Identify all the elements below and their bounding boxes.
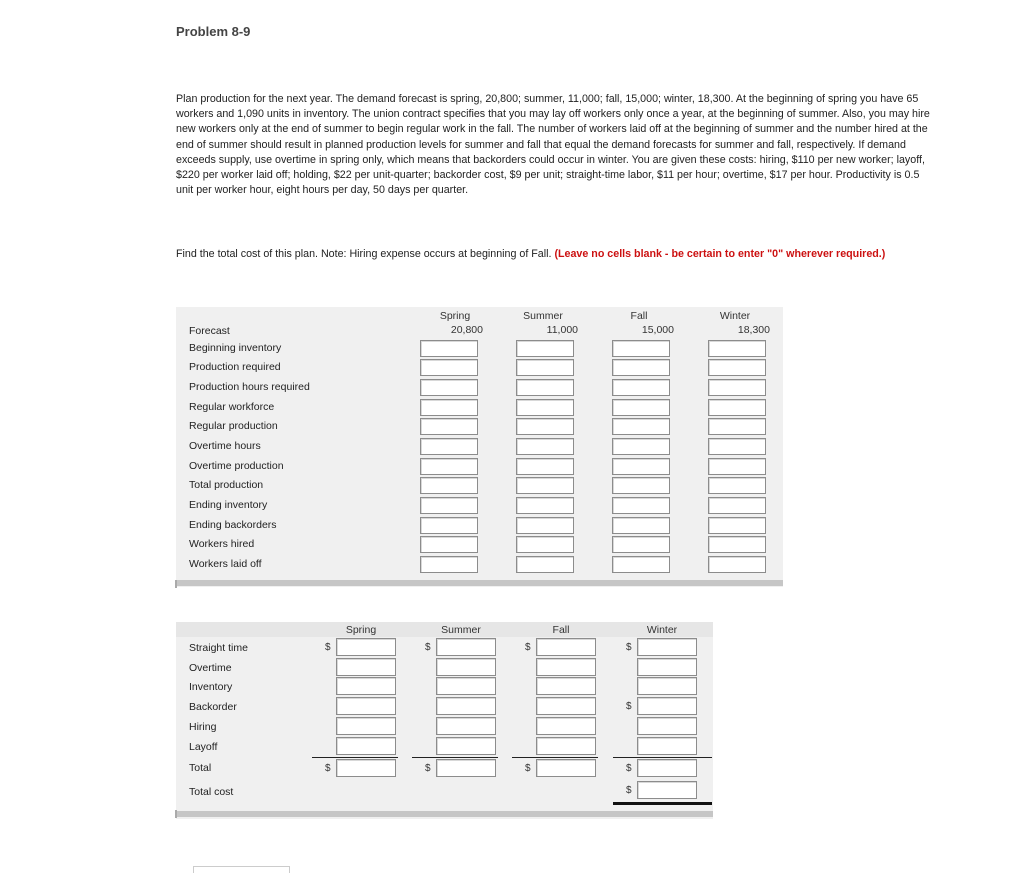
- cost-backorder-winter-input[interactable]: [637, 697, 697, 715]
- total-cost-input[interactable]: [637, 781, 697, 799]
- instructions: [176, 247, 896, 262]
- regular-production-winter-input[interactable]: [708, 418, 766, 435]
- subtotal-rule: [512, 757, 598, 758]
- workers-hired-winter-input[interactable]: [708, 536, 766, 553]
- regular-production-summer-input[interactable]: [516, 418, 574, 435]
- overtime-hours-summer-input[interactable]: [516, 438, 574, 455]
- beginning-inventory-summer-input[interactable]: [516, 340, 574, 357]
- production-required-winter-input[interactable]: [708, 359, 766, 376]
- instructions-warning: (Leave no cells blank - be certain to enter "0" wherever required.): [554, 248, 886, 260]
- cost-row-label-overtime: Overtime: [189, 662, 232, 674]
- forecast-fall: 15,000: [641, 324, 674, 336]
- regular-workforce-spring-input[interactable]: [420, 399, 478, 416]
- cost-straight-time-winter-input[interactable]: [637, 638, 697, 656]
- row-label-production-hours-required: Production hours required: [189, 381, 310, 393]
- problem-statement: Plan production for the next year. The demand forecast is spring, 20,800; summer, 11,000; fall, 15,000; winter, 18,300. At the beginning of spring you have 65 workers and 1,090 units in inventory. The union contract specifies that you may lay off workers only once a year, at the beginning of summer. Also, you may hire new workers only at the end of summer to begin regular work in the fall. The number of workers laid off at the beginning of summer and the number hired at the end of summer should result in planned production levels for summer and fall that equal the demand forecasts for summer and fall, respectively. If demand exceeds supply, use overtime in spring only, which means that backorders could occur in winter. You are given these costs: hiring, $110 per new worker; layoff, $220 per worker laid off; holding, $22 per unit-quarter; backorder cost, $9 per unit; straight-time labor, $11 per hour; overtime, $17 per hour. Productivity is 0.5 unit per worker hour, eight hours per day, 50 days per quarter.: [176, 93, 930, 197]
- overtime-hours-spring-input[interactable]: [420, 438, 478, 455]
- row-label-ending-inventory: Ending inventory: [189, 499, 268, 511]
- col-header-fall: Fall: [630, 310, 648, 322]
- total-production-summer-input[interactable]: [516, 477, 574, 494]
- ending-inventory-spring-input[interactable]: [420, 497, 478, 514]
- cost-straight-time-spring-input[interactable]: [336, 638, 396, 656]
- subtotal-rule: [312, 757, 398, 758]
- forecast-summer: 11,000: [546, 324, 578, 336]
- cost-hiring-fall-input[interactable]: [536, 717, 596, 735]
- production-hours-required-fall-input[interactable]: [612, 379, 670, 396]
- currency-symbol: $: [325, 642, 331, 653]
- cost-overtime-spring-input[interactable]: [336, 658, 396, 676]
- col-header-spring: Spring: [439, 310, 471, 322]
- ending-backorders-fall-input[interactable]: [612, 517, 670, 534]
- row-label-production-required: Production required: [189, 361, 281, 373]
- row-label-total-production: Total production: [189, 479, 264, 491]
- beginning-inventory-fall-input[interactable]: [612, 340, 670, 357]
- currency-symbol: $: [425, 763, 431, 774]
- regular-workforce-fall-input[interactable]: [612, 399, 670, 416]
- overtime-production-fall-input[interactable]: [612, 458, 670, 475]
- forecast-winter: 18,300: [737, 324, 770, 336]
- cost-col-header-spring: Spring: [345, 624, 377, 636]
- row-label-workers-laid-off: Workers laid off: [189, 558, 262, 570]
- production-plan-table: [176, 307, 783, 587]
- cost-row-label-total-cost: Total cost: [189, 786, 234, 798]
- overtime-hours-winter-input[interactable]: [708, 438, 766, 455]
- problem-title: Problem 8-9: [176, 24, 251, 39]
- cost-layoff-fall-input[interactable]: [536, 737, 596, 755]
- cost-row-label-hiring: Hiring: [189, 721, 217, 733]
- row-label-regular-workforce: Regular workforce: [189, 401, 275, 413]
- overtime-production-summer-input[interactable]: [516, 458, 574, 475]
- overtime-production-spring-input[interactable]: [420, 458, 478, 475]
- ending-inventory-winter-input[interactable]: [708, 497, 766, 514]
- workers-laid-off-fall-input[interactable]: [612, 556, 670, 573]
- cost-overtime-fall-input[interactable]: [536, 658, 596, 676]
- cost-layoff-summer-input[interactable]: [436, 737, 496, 755]
- cost-col-header-fall: Fall: [552, 624, 570, 636]
- cost-table: [176, 622, 713, 819]
- row-label-forecast: Forecast: [189, 325, 230, 337]
- row-label-overtime-hours: Overtime hours: [189, 440, 261, 452]
- currency-symbol: $: [626, 763, 632, 774]
- row-label-overtime-production: Overtime production: [189, 460, 284, 472]
- forecast-spring: 20,800: [450, 324, 483, 336]
- cost-total-fall-input[interactable]: [536, 759, 596, 777]
- regular-workforce-winter-input[interactable]: [708, 399, 766, 416]
- overtime-production-winter-input[interactable]: [708, 458, 766, 475]
- submit-area: [193, 866, 290, 873]
- cost-table-bottom-bar: [176, 811, 713, 817]
- cost-inventory-summer-input[interactable]: [436, 677, 496, 695]
- workers-laid-off-summer-input[interactable]: [516, 556, 574, 573]
- production-hours-required-winter-input[interactable]: [708, 379, 766, 396]
- cost-total-winter-input[interactable]: [637, 759, 697, 777]
- cost-inventory-spring-input[interactable]: [336, 677, 396, 695]
- currency-symbol: $: [626, 701, 632, 712]
- cost-layoff-winter-input[interactable]: [637, 737, 697, 755]
- cost-backorder-summer-input[interactable]: [436, 697, 496, 715]
- instructions-text: Find the total cost of this plan. Note: Hiring expense occurs at beginning of Fall.: [176, 248, 552, 260]
- cost-row-label-total: Total: [189, 762, 212, 774]
- ending-inventory-fall-input[interactable]: [612, 497, 670, 514]
- subtotal-rule: [613, 757, 712, 758]
- total-production-spring-input[interactable]: [420, 477, 478, 494]
- production-required-spring-input[interactable]: [420, 359, 478, 376]
- currency-symbol: $: [626, 642, 632, 653]
- cost-col-header-winter: Winter: [646, 624, 678, 636]
- production-hours-required-spring-input[interactable]: [420, 379, 478, 396]
- workers-laid-off-spring-input[interactable]: [420, 556, 478, 573]
- currency-symbol: $: [525, 642, 531, 653]
- overtime-hours-fall-input[interactable]: [612, 438, 670, 455]
- grand-total-rule: [613, 802, 712, 805]
- cost-overtime-winter-input[interactable]: [637, 658, 697, 676]
- cost-hiring-summer-input[interactable]: [436, 717, 496, 735]
- cost-inventory-fall-input[interactable]: [536, 677, 596, 695]
- total-production-fall-input[interactable]: [612, 477, 670, 494]
- ending-backorders-winter-input[interactable]: [708, 517, 766, 534]
- workers-laid-off-winter-input[interactable]: [708, 556, 766, 573]
- cost-row-label-backorder: Backorder: [189, 701, 237, 713]
- beginning-inventory-winter-input[interactable]: [708, 340, 766, 357]
- subtotal-rule: [412, 757, 498, 758]
- cost-overtime-summer-input[interactable]: [436, 658, 496, 676]
- total-production-winter-input[interactable]: [708, 477, 766, 494]
- row-label-ending-backorders: Ending backorders: [189, 519, 277, 531]
- currency-symbol: $: [425, 642, 431, 653]
- cost-layoff-spring-input[interactable]: [336, 737, 396, 755]
- row-label-regular-production: Regular production: [189, 420, 278, 432]
- row-label-workers-hired: Workers hired: [189, 538, 255, 550]
- production-required-fall-input[interactable]: [612, 359, 670, 376]
- cost-row-label-inventory: Inventory: [189, 681, 233, 693]
- production-required-summer-input[interactable]: [516, 359, 574, 376]
- cost-table-left-edge: [175, 810, 177, 818]
- table-left-edge: [175, 580, 177, 588]
- cost-straight-time-fall-input[interactable]: [536, 638, 596, 656]
- col-header-summer: Summer: [523, 310, 563, 322]
- cost-col-header-summer: Summer: [441, 624, 481, 636]
- cost-backorder-fall-input[interactable]: [536, 697, 596, 715]
- cost-straight-time-summer-input[interactable]: [436, 638, 496, 656]
- cost-total-summer-input[interactable]: [436, 759, 496, 777]
- row-label-beginning-inventory: Beginning inventory: [189, 342, 282, 354]
- currency-symbol: $: [525, 763, 531, 774]
- production-hours-required-summer-input[interactable]: [516, 379, 574, 396]
- cost-total-spring-input[interactable]: [336, 759, 396, 777]
- regular-workforce-summer-input[interactable]: [516, 399, 574, 416]
- cost-hiring-winter-input[interactable]: [637, 717, 697, 735]
- cost-row-label-straight-time: Straight time: [189, 642, 248, 654]
- workers-hired-summer-input[interactable]: [516, 536, 574, 553]
- workers-hired-fall-input[interactable]: [612, 536, 670, 553]
- ending-backorders-spring-input[interactable]: [420, 517, 478, 534]
- ending-inventory-summer-input[interactable]: [516, 497, 574, 514]
- regular-production-fall-input[interactable]: [612, 418, 670, 435]
- cost-row-label-layoff: Layoff: [189, 741, 218, 753]
- workers-hired-spring-input[interactable]: [420, 536, 478, 553]
- ending-backorders-summer-input[interactable]: [516, 517, 574, 534]
- beginning-inventory-spring-input[interactable]: [420, 340, 478, 357]
- cost-hiring-spring-input[interactable]: [336, 717, 396, 735]
- currency-symbol: $: [325, 763, 331, 774]
- regular-production-spring-input[interactable]: [420, 418, 478, 435]
- table-bottom-bar: [176, 580, 783, 586]
- col-header-winter: Winter: [719, 310, 751, 322]
- cost-inventory-winter-input[interactable]: [637, 677, 697, 695]
- cost-backorder-spring-input[interactable]: [336, 697, 396, 715]
- currency-symbol: $: [626, 785, 632, 796]
